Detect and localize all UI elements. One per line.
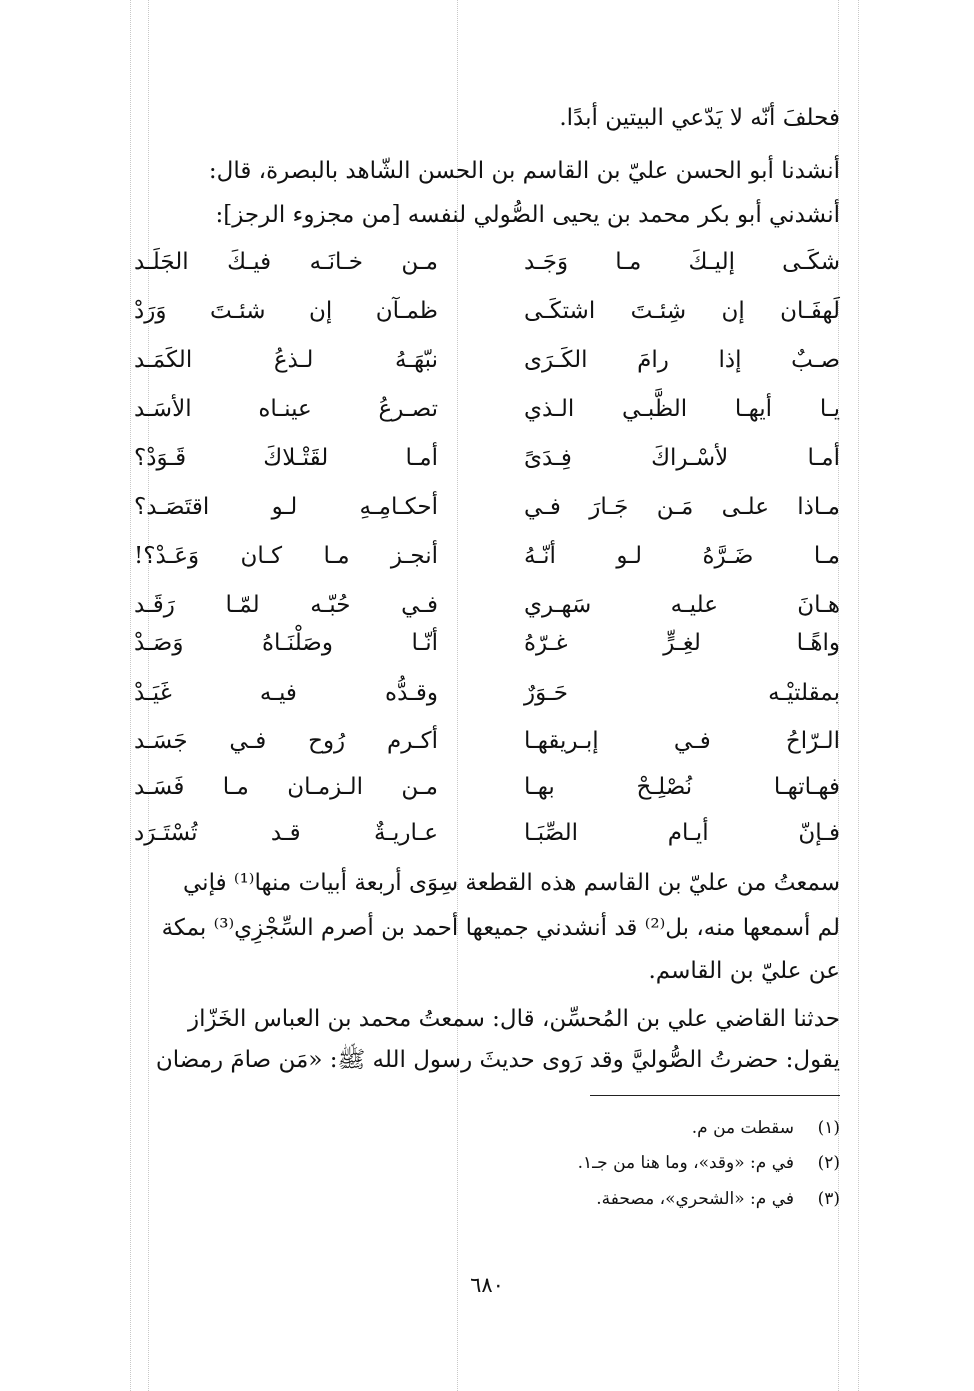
verse-first-hemistich: صـبٌ إذا رامَ الكَـرَى	[524, 347, 840, 373]
verse-first-hemistich: لَهفَـان إن شِئـتَ اشتكَـى	[524, 298, 840, 324]
verse-first-hemistich: بمقلتيْـه حَـوَرٌ	[524, 680, 840, 706]
verse	[134, 392, 840, 432]
scan-line	[858, 0, 859, 1391]
intro-line-1: فحلفَ أنّه لا يَدّعي البيتين أبدًا.	[559, 105, 840, 131]
verse-first-hemistich: فهـاتهـا نُصْلِـحْ بهـا	[524, 774, 840, 800]
verse	[134, 490, 840, 530]
commentary-line-3: عن عليّ بن القاسم.	[648, 958, 840, 984]
verse	[134, 770, 840, 810]
verse-second-hemistich: نبّهَـهُ لـذعُ الكَمَـد	[134, 347, 438, 373]
verse-second-hemistich: تصـرعُ عينـاه الأسَـد	[134, 396, 438, 422]
verse	[134, 343, 840, 383]
verse-first-hemistich: هـانَ عليـه سَهـري	[524, 592, 840, 618]
commentary-line-2: لم أسمعها منه، بل⁽²⁾ قد أنشدني جميعها أحمد بن أصرم السِّجْزِي⁽³⁾ بمكة	[161, 915, 840, 941]
footnote-text: في م: «وقد»، وما هنا من جـ١.	[577, 1153, 794, 1173]
verse-second-hemistich: ظمـآن إن شئـتَ وَرَدْ	[134, 298, 438, 324]
footnote	[134, 1117, 840, 1139]
verse-first-hemistich: فـإنّ أيـام الصِّبَـا	[524, 820, 840, 846]
footnote-separator	[590, 1095, 840, 1096]
verse-second-hemistich: مـن الـزمـان مـا فَسَـد	[134, 774, 438, 800]
verse	[134, 626, 840, 666]
verse	[134, 588, 840, 628]
verse-second-hemistich: أنجـز مـا كـان وَعَـدْ؟!	[134, 543, 438, 569]
footnote	[134, 1188, 840, 1210]
verse	[134, 724, 840, 764]
verse-first-hemistich: أمـا لأسْـراكَ فِـدَىً	[524, 445, 840, 471]
footnote-number: (١)	[817, 1118, 840, 1138]
verse	[134, 539, 840, 579]
footnote	[134, 1152, 840, 1174]
intro-line-2: أنشدنا أبو الحسن عليّ بن القاسم بن الحسن الشّاهد بالبصرة، قال:	[208, 158, 840, 184]
commentary-line-5: يقول: حضرتُ الصُّوليَّ وقد رَوى حديثَ رسول الله ﷺ: «مَن صامَ رمضان	[155, 1047, 840, 1073]
verse-second-hemistich: أمـا لقَتْـلاكَ قَـوَدْ؟	[134, 445, 438, 471]
verse-first-hemistich: مـاذا علـى مَـن جَـارَ فـي	[524, 494, 840, 520]
verse-first-hemistich: مـا ضَـرَّهُ لـو أنّـهُ	[524, 543, 840, 569]
verse-first-hemistich: يـا أيهـا الظَّبـي الـذي	[524, 396, 840, 422]
verse-second-hemistich: أكـرم رُوح فـي جَسَـد	[134, 728, 438, 754]
verse-first-hemistich: شكَـى إليـكَ مـا وَجَـد	[524, 249, 840, 275]
footnote-text: في م: «الشحري»، مصحفة.	[596, 1189, 794, 1209]
intro-line-3: أنشدني أبو بكر محمد بن يحيى الصُّولي لنفسه [من مجزوء الرجز]:	[215, 202, 840, 228]
verse-second-hemistich: أحكـامِـهِ لـو اقتَصَـد؟	[134, 494, 438, 520]
verse-second-hemistich: وقـدُّه فيـه غَيَـدْ	[134, 680, 438, 706]
verse	[134, 245, 840, 285]
footnote-text: سقطت من م.	[691, 1118, 794, 1138]
page-number: ٦٨٠	[470, 1273, 504, 1297]
verse	[134, 676, 840, 716]
scan-line	[130, 0, 131, 1391]
verse-second-hemistich: عـاريـةٌ قـد تُسْتَـرَد	[134, 820, 438, 846]
verse	[134, 816, 840, 856]
verse-first-hemistich: الـرّاحُ فـي إبـريقهـا	[524, 728, 840, 754]
commentary-line-4: حدثنا القاضي علي بن المُحسِّن، قال: سمعتُ محمد بن العباس الخَزّاز	[187, 1006, 840, 1032]
verse-first-hemistich: واهًـا لغِـرٍّ غـرّهُ	[524, 630, 840, 656]
commentary-line-1: سمعتُ من عليّ بن القاسم هذه القطعة سِوَى أربعة أبيات منها⁽¹⁾ فإني	[183, 870, 840, 896]
verse	[134, 294, 840, 334]
verse	[134, 441, 840, 481]
footnote-number: (٣)	[817, 1189, 840, 1209]
verse-second-hemistich: مـن خـانَـه فيـكَ الجَلَـد	[134, 249, 438, 275]
verse-second-hemistich: أنّـا وصَلْنَـاهُ وَصَـدْ	[134, 630, 438, 656]
verse-second-hemistich: فـي حُبّـه لمّـا رَقَـد	[134, 592, 438, 618]
footnote-number: (٢)	[817, 1153, 840, 1173]
